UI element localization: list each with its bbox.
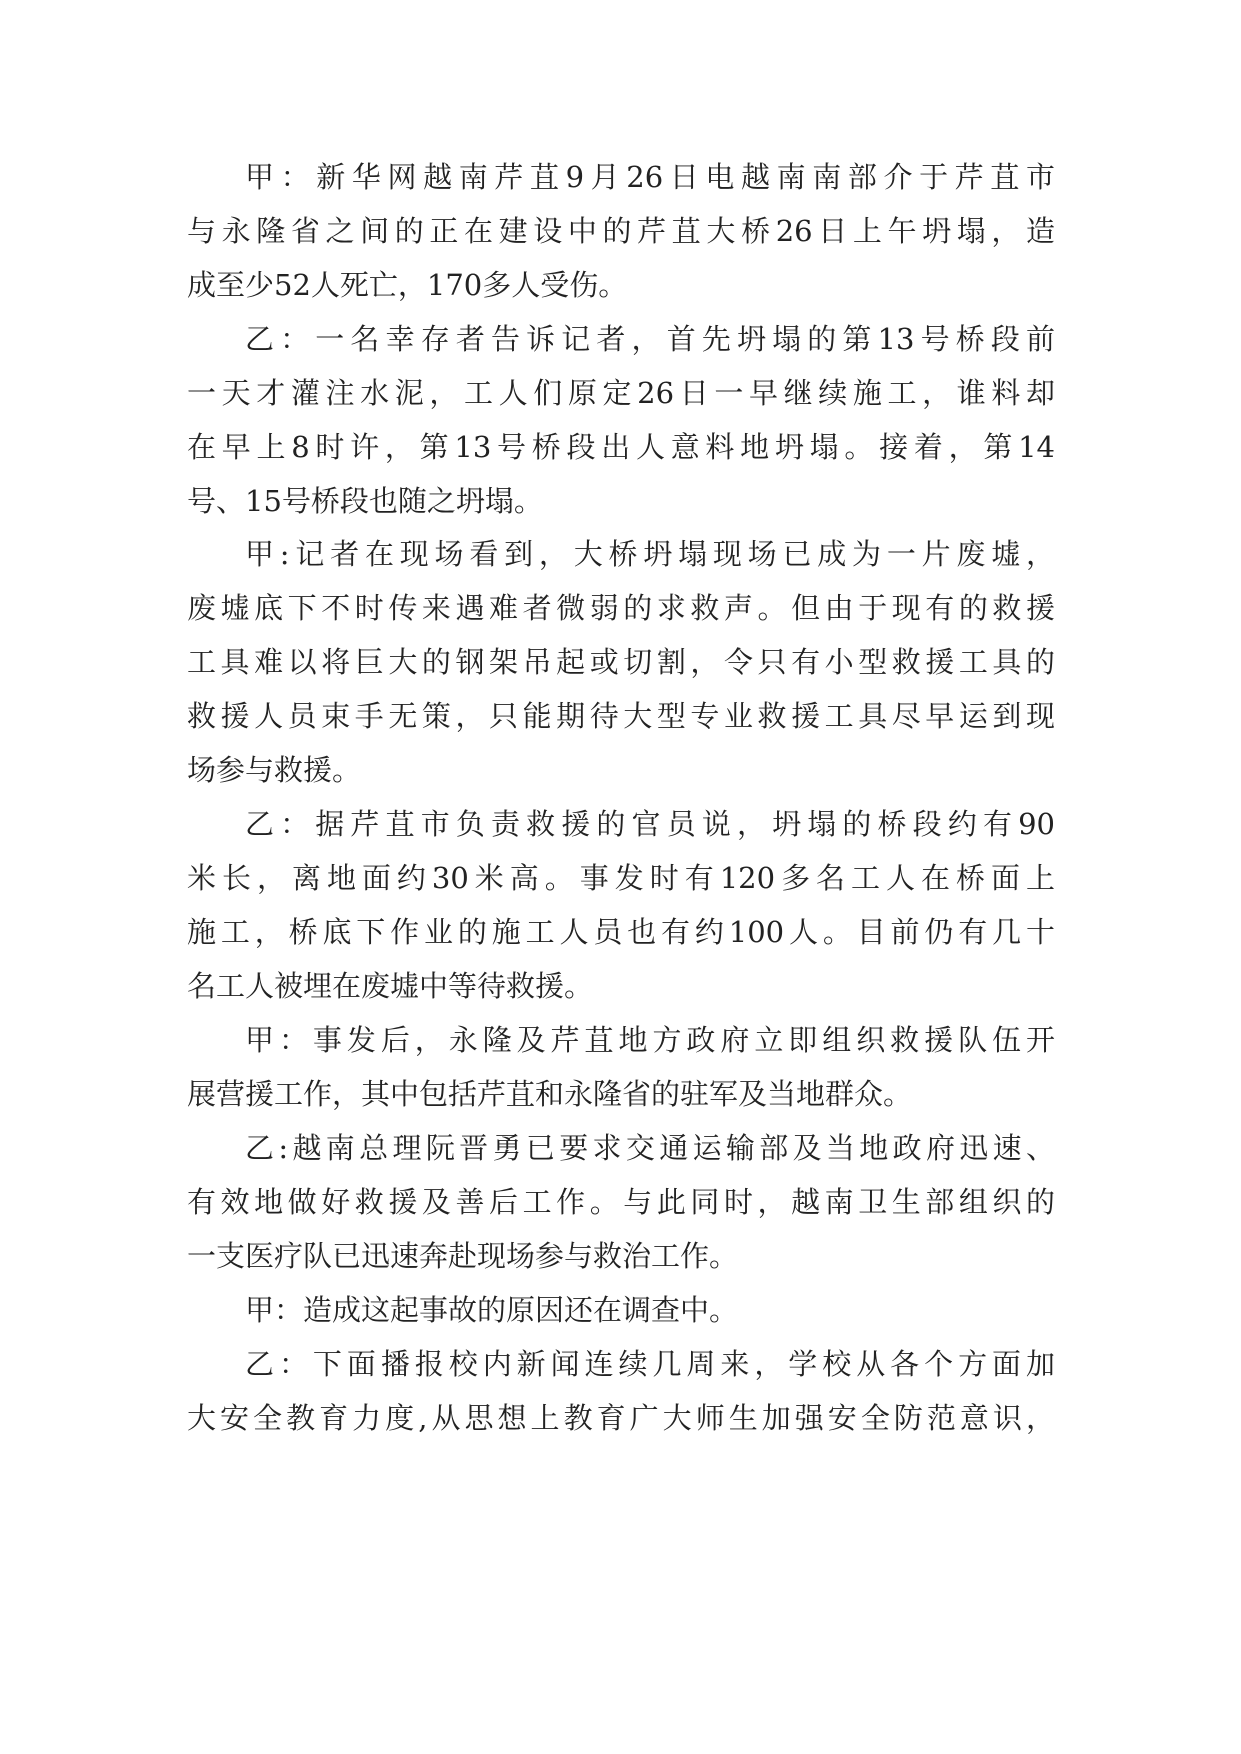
text-line: 一天才灌注水泥，工人们原定26日一早继续施工，谁料却 [187,376,1055,410]
text-line: 乙:越南总理阮晋勇已要求交通运输部及当地政府迅速、 [245,1131,1055,1165]
text-line: 有效地做好救援及善后工作。与此同时，越南卫生部组织的 [187,1185,1055,1219]
text-line: 米长，离地面约30米高。事发时有120多名工人在桥面上 [187,861,1055,895]
text-line: 甲：事发后，永隆及芹苴地方政府立即组织救援队伍开 [245,1023,1055,1057]
text-line: 号、15号桥段也随之坍塌。 [187,484,543,518]
text-line: 甲：新华网越南芹苴9月26日电越南南部介于芹苴市 [245,160,1055,194]
text-line: 甲：造成这起事故的原因还在调查中。 [245,1293,739,1327]
text-line: 乙：一名幸存者告诉记者，首先坍塌的第13号桥段前 [245,322,1055,356]
text-line: 在早上8时许，第13号桥段出人意料地坍塌。接着，第14 [187,430,1055,464]
text-line: 名工人被埋在废墟中等待救援。 [187,969,594,1003]
text-line: 乙：下面播报校内新闻连续几周来，学校从各个方面加 [245,1347,1055,1381]
text-line: 救援人员束手无策，只能期待大型专业救援工具尽早运到现 [187,699,1055,733]
text-line: 一支医疗队已迅速奔赴现场参与救治工作。 [187,1239,739,1273]
text-line: 与永隆省之间的正在建设中的芹苴大桥26日上午坍塌，造 [187,214,1055,248]
text-line: 展营援工作，其中包括芹苴和永隆省的驻军及当地群众。 [187,1077,913,1111]
text-line: 施工，桥底下作业的施工人员也有约100人。目前仍有几十 [187,915,1055,949]
text-line: 废墟底下不时传来遇难者微弱的求救声。但由于现有的救援 [187,591,1055,625]
text-line: 工具难以将巨大的钢架吊起或切割，令只有小型救援工具的 [187,645,1055,679]
text-line: 乙：据芹苴市负责救援的官员说，坍塌的桥段约有90 [245,807,1055,841]
text-line: 场参与救援。 [187,753,362,787]
text-line: 成至少52人死亡，170多人受伤。 [187,268,628,302]
text-line: 甲:记者在现场看到，大桥坍塌现场已成为一片废墟， [245,537,1055,571]
text-line: 大安全教育力度,从思想上教育广大师生加强安全防范意识， [187,1401,1055,1435]
